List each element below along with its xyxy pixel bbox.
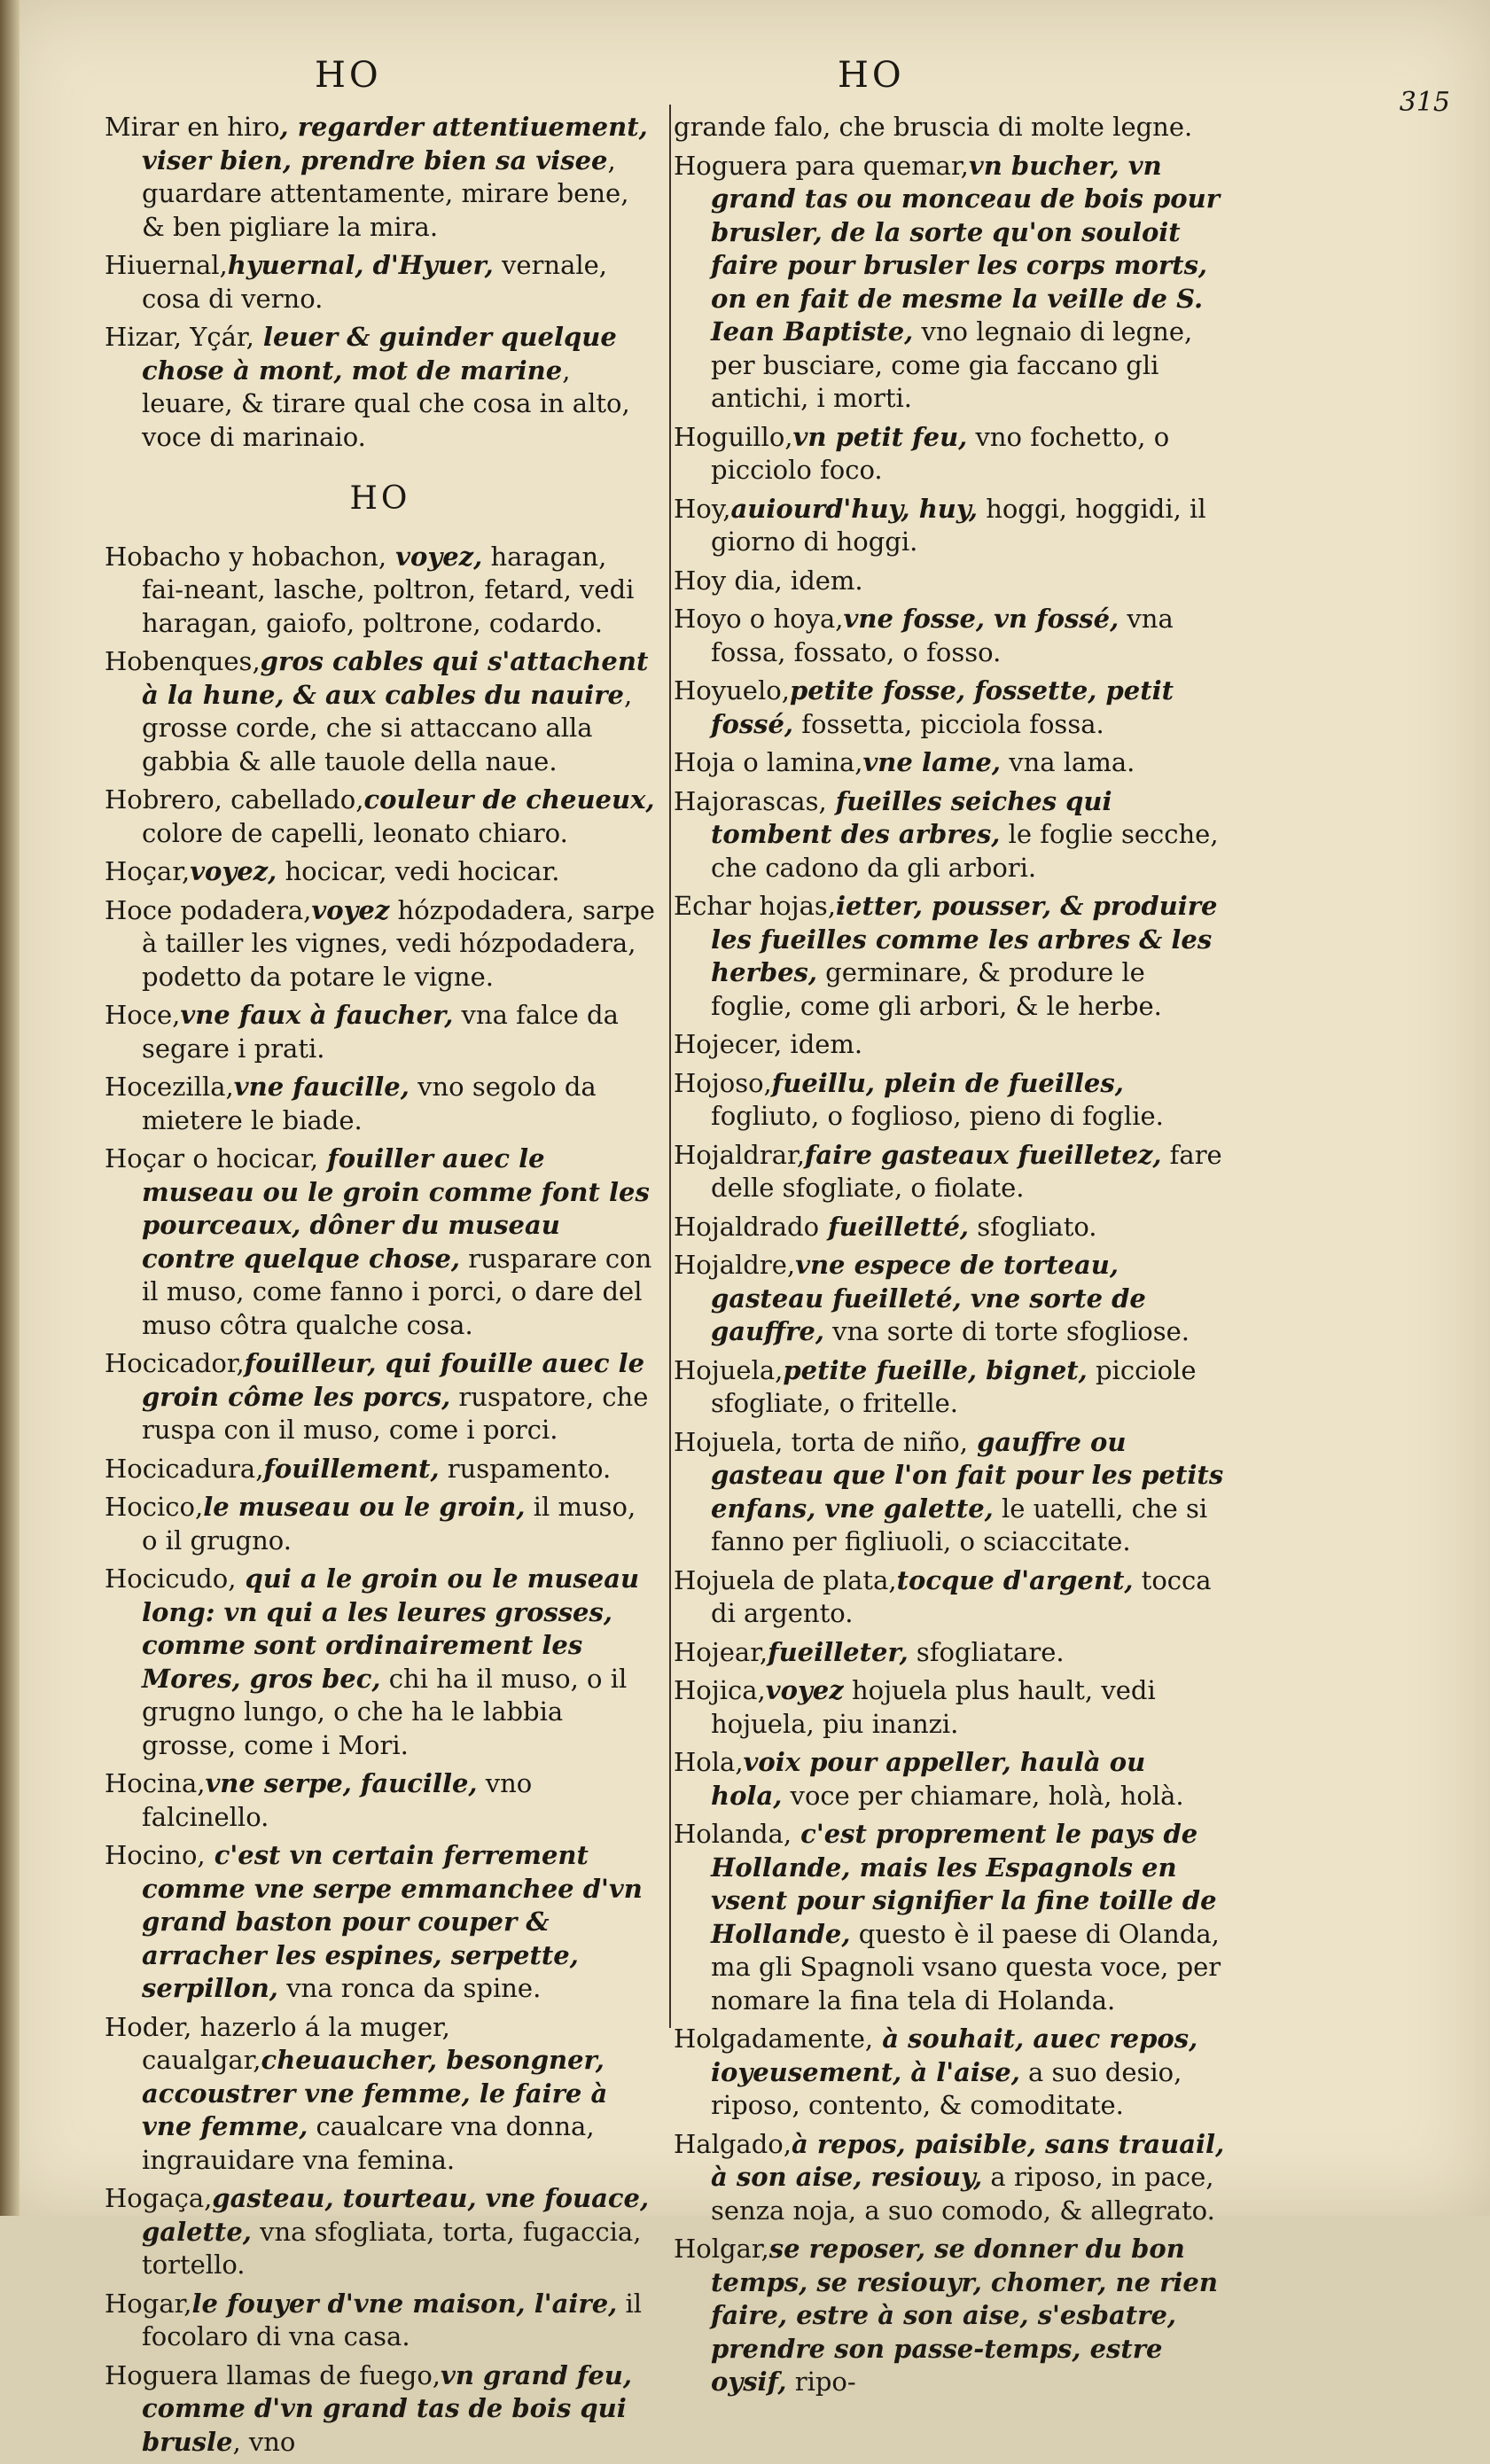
headword: Hojuela, xyxy=(674,1354,784,1385)
dictionary-entry xyxy=(105,784,656,850)
headword: Hobenques, xyxy=(105,646,261,676)
headword: Hoce, xyxy=(105,1000,181,1030)
italian-gloss: tocca di argento. xyxy=(711,1564,1212,1628)
page-gutter xyxy=(0,0,20,2216)
italian-gloss: sfogliatare. xyxy=(908,1636,1065,1667)
french-gloss: hyuernal, d'Hyuer, xyxy=(227,250,494,280)
headword: Holgadamente, xyxy=(674,2023,874,2054)
dictionary-entry xyxy=(105,1839,656,2006)
dictionary-entry xyxy=(674,1636,1225,1670)
french-gloss: vne faux à faucher, xyxy=(180,1000,454,1030)
french-gloss: c'est vn certain ferrement comme vne serpe emmanchee d'vn grand baston pour couper & arracher les espines, serpette, serpillon, xyxy=(142,1840,643,2003)
dictionary-entry xyxy=(105,645,656,778)
dictionary-entry xyxy=(674,785,1225,885)
headword: Mirar en hiro xyxy=(105,112,280,142)
french-gloss: , regarder attentiuement, viser bien, prendre bien sa visee xyxy=(142,112,648,175)
dictionary-entry xyxy=(105,111,656,244)
french-gloss: fueilletté, xyxy=(819,1211,969,1242)
italian-gloss: vernale, cosa di verno. xyxy=(142,250,608,314)
italian-gloss: vna lama. xyxy=(1000,747,1135,777)
italian-gloss: idem. xyxy=(782,565,863,596)
italian-gloss: haragan, fai-neant, lasche, poltron, fetard, vedi haragan, gaiofo, poltrone, codardo. xyxy=(142,541,635,638)
dictionary-entry xyxy=(674,1067,1225,1134)
french-gloss: vn bucher, vn grand tas ou monceau de bois pour brusler, de la sorte qu'on souloit faire pour brusler les corps morts, on en fait de mesme la veille de S. Iean Baptiste, xyxy=(711,150,1220,347)
italian-gloss: vna sorte di torte sfogliose. xyxy=(823,1316,1190,1346)
italian-gloss: hózpodadera, sarpe à tailler les vignes, vedi hózpodadera, podetto da potare le vigne. xyxy=(142,894,655,992)
french-gloss: le museau ou le groin, xyxy=(203,1492,526,1522)
french-gloss: tocque d'argent, xyxy=(896,1564,1134,1595)
headword: Hocicador, xyxy=(105,1348,245,1378)
french-gloss: qui a le groin ou le museau long: vn qui a les leures grosses, comme sont ordinairement les Mores, gros bec, xyxy=(142,1563,640,1694)
dictionary-entry xyxy=(105,999,656,1065)
french-gloss: à souhait, auec repos, ioyeusement, à l'aise, xyxy=(711,2023,1198,2087)
headword: Hojuela de plata, xyxy=(674,1564,897,1595)
dictionary-entry xyxy=(674,493,1225,559)
headword: Halgado, xyxy=(674,2128,792,2159)
french-gloss: vne fosse, vn fossé, xyxy=(843,604,1119,634)
headword: Hojoso, xyxy=(674,1067,772,1098)
french-gloss: gauffre ou gasteau que l'on fait pour les petits enfans, vne galette, xyxy=(711,1426,1224,1524)
headword: Hoder, hazerlo á la muger, caualgar, xyxy=(105,2011,450,2075)
french-gloss: ietter, pousser, & produire les fueilles comme les arbres & les herbes, xyxy=(711,891,1218,987)
dictionary-entry xyxy=(105,1453,656,1486)
dictionary-entry xyxy=(105,1767,656,1834)
headword: Hoçar, xyxy=(105,856,191,886)
italian-gloss: picciole sfogliate, o fritelle. xyxy=(711,1354,1197,1418)
french-gloss: auiourd'huy, huy, xyxy=(730,493,979,524)
dictionary-entry xyxy=(674,603,1225,669)
italian-gloss: le uatelli, che si fanno per figliuoli, o sciaccitate. xyxy=(711,1493,1208,1556)
headword: Hoguera llamas de fuego, xyxy=(105,2359,441,2390)
french-gloss: fouiller auec le museau ou le groin comme font les pourceaux, dôner du museau contre quelque chose, xyxy=(142,1143,650,1274)
french-gloss: vne lame, xyxy=(862,747,1001,777)
italian-gloss: ruspatore, che ruspa con il muso, come i porci. xyxy=(142,1381,649,1445)
italian-gloss: fossetta, picciola fossa. xyxy=(793,708,1104,739)
dictionary-entry xyxy=(105,1491,656,1557)
italian-gloss: , leuare, & tirare qual che cosa in alto, voce di marinaio. xyxy=(142,355,630,452)
dictionary-entry xyxy=(105,2011,656,2178)
dictionary-entry xyxy=(674,150,1225,416)
headword: Hocico, xyxy=(105,1492,204,1522)
headword: Holgar, xyxy=(674,2234,769,2264)
dictionary-entry xyxy=(105,1347,656,1447)
italian-gloss: , grosse corde, che si attaccano alla gabbia & alle tauole della naue. xyxy=(142,679,633,776)
italian-gloss: fare delle sfogliate, o fiolate. xyxy=(711,1139,1222,1203)
dictionary-entry xyxy=(105,2288,656,2354)
dictionary-entry xyxy=(674,565,1225,598)
dictionary-entry xyxy=(674,2128,1225,2228)
headword: Hoyuelo, xyxy=(674,675,790,706)
french-gloss: fueilleter, xyxy=(768,1636,909,1667)
italian-gloss: vno falcinello. xyxy=(142,1768,533,1832)
italian-gloss: , vno xyxy=(232,2426,296,2457)
french-gloss: le fouyer d'vne maison, l'aire, xyxy=(191,2288,618,2319)
italian-gloss: colore de capelli, leonato chiaro. xyxy=(142,817,568,848)
dictionary-entry xyxy=(674,111,1225,144)
headword: Hoguillo, xyxy=(674,421,793,452)
dictionary-entry xyxy=(105,321,656,454)
dictionary-entry xyxy=(105,541,656,641)
left-entries-top xyxy=(105,111,656,454)
italian-gloss: chi ha il muso, o il grugno lungo, o che ha le labbia grosse, come i Mori. xyxy=(142,1663,628,1760)
headword: Hoy dia, xyxy=(674,565,783,596)
headword: Hocina, xyxy=(105,1768,206,1798)
french-gloss: fueilles seiches qui tombent des arbres, xyxy=(711,785,1112,849)
french-gloss: à repos, paisible, sans trauail, à son aise, resiouy, xyxy=(711,2128,1225,2192)
french-gloss: petite fueille, bignet, xyxy=(783,1354,1088,1385)
headword: Hojaldrado xyxy=(674,1211,820,1242)
left-running-head: HO xyxy=(315,55,382,96)
dictionary-entry xyxy=(674,1564,1225,1631)
french-gloss: voyez, xyxy=(190,856,277,886)
italian-gloss: germinare, & produre le foglie, come gli arbori, & le herbe. xyxy=(711,957,1162,1021)
italian-gloss: le foglie secche, che cadono da gli arbori. xyxy=(711,819,1219,883)
right-column xyxy=(674,111,1225,2405)
italian-gloss: idem. xyxy=(782,1029,863,1059)
italian-gloss: vno fochetto, o picciolo foco. xyxy=(711,421,1170,485)
french-gloss: vne faucille, xyxy=(233,1072,410,1102)
dictionary-entry xyxy=(674,1426,1225,1559)
page-number: 315 xyxy=(1399,87,1450,118)
italian-gloss: a suo desio, riposo, contento, & comoditate. xyxy=(711,2056,1182,2120)
dictionary-entry xyxy=(674,1746,1225,1813)
dictionary-entry xyxy=(105,2359,656,2460)
dictionary-entry xyxy=(674,2233,1225,2399)
italian-gloss: hoggi, hoggidi, il giorno di hoggi. xyxy=(711,493,1206,557)
dictionary-entry xyxy=(105,855,656,889)
french-gloss: vn petit feu, xyxy=(792,421,968,452)
french-gloss: gasteau, tourteau, vne fouace, galette, xyxy=(142,2183,650,2247)
headword: Hobacho y hobachon, xyxy=(105,541,387,572)
headword: Hocezilla, xyxy=(105,1072,234,1102)
headword: Hocicadura, xyxy=(105,1453,264,1484)
french-gloss: vne serpe, faucille, xyxy=(205,1768,478,1798)
dictionary-entry xyxy=(105,1071,656,1137)
dictionary-entry xyxy=(674,1139,1225,1205)
headword: Echar hojas, xyxy=(674,891,836,921)
headword: Hojear, xyxy=(674,1636,768,1667)
column-divider xyxy=(669,105,671,2028)
french-gloss: faire gasteaux fueilletez, xyxy=(804,1139,1162,1170)
headword: Holanda, xyxy=(674,1819,792,1849)
italian-gloss: vno legnaio di legne, per busciare, come gia faccano gli antichi, i morti. xyxy=(711,316,1193,413)
dictionary-entry xyxy=(105,2182,656,2282)
dictionary-entry xyxy=(105,1142,656,1342)
dictionary-entry xyxy=(674,1028,1225,1062)
dictionary-entry xyxy=(674,890,1225,1023)
italian-gloss: questo è il paese di Olanda, ma gli Spagnoli vsano questa voce, per nomare la fina tela di Holanda. xyxy=(711,1918,1221,2016)
italian-gloss: voce per chiamare, holà, holà. xyxy=(782,1780,1184,1811)
section-head: HO xyxy=(349,480,411,517)
french-gloss: leuer & guinder quelque chose à mont, mot de marine xyxy=(142,322,617,386)
french-gloss: gros cables qui s'attachent à la hune, & aux cables du nauire xyxy=(142,646,649,710)
headword: Hoguera para quemar, xyxy=(674,150,969,181)
french-gloss: fueillu, plein de fueilles, xyxy=(771,1067,1124,1098)
italian-gloss: il focolaro di vna casa. xyxy=(142,2288,643,2351)
italian-gloss: vno segolo da mietere le biade. xyxy=(142,1072,597,1135)
headword: Hizar, Yçár, xyxy=(105,322,254,352)
headword: Hojaldrar, xyxy=(674,1139,805,1170)
headword: Hola, xyxy=(674,1747,744,1777)
italian-gloss: vna sfogliata, torta, fugaccia, tortello. xyxy=(142,2216,642,2280)
dictionary-entry xyxy=(674,2023,1225,2123)
french-gloss: petite fosse, fossette, petit fossé, xyxy=(711,675,1174,739)
headword: Hoyo o hoya, xyxy=(674,604,844,634)
headword: Hogar, xyxy=(105,2288,192,2319)
french-gloss: vn grand feu, comme d'vn grand tas de bois qui brusle xyxy=(142,2359,632,2457)
french-gloss: couleur de cheueux, xyxy=(363,784,655,815)
french-gloss: fouillement, xyxy=(263,1453,440,1484)
italian-gloss: a riposo, in pace, senza noja, a suo comodo, & allegrato. xyxy=(711,2162,1215,2226)
italian-gloss: ripo- xyxy=(786,2367,856,2397)
dictionary-entry xyxy=(105,894,656,994)
headword: Hoçar o hocicar, xyxy=(105,1143,319,1174)
italian-gloss: rusparare con il muso, come fanno i porci, o dare del muso côtra qualche cosa. xyxy=(142,1243,652,1340)
headword: Hoce podadera, xyxy=(105,894,312,925)
french-gloss: cheuaucher, besongner, accoustrer vne femme, le faire à vne femme, xyxy=(142,2045,608,2141)
headword: Hojaldre, xyxy=(674,1250,796,1280)
dictionary-entry xyxy=(674,1818,1225,2017)
italian-gloss: il muso, o il grugno. xyxy=(142,1492,636,1556)
headword: Hocino, xyxy=(105,1840,206,1870)
italian-gloss: grande falo, che bruscia di molte legne. xyxy=(674,112,1193,142)
italian-gloss: vna fossa, fossato, o fosso. xyxy=(711,604,1174,667)
dictionary-entry xyxy=(105,249,656,316)
italian-gloss: , guardare attentamente, mirare bene, & ben pigliare la mira. xyxy=(142,144,629,242)
italian-gloss: hojuela plus hault, vedi hojuela, piu inanzi. xyxy=(711,1675,1156,1739)
french-gloss: vne espece de torteau, gasteau fueilleté, vne sorte de gauffre, xyxy=(711,1250,1146,1346)
italian-gloss: caualcare vna donna, ingrauidare vna femina. xyxy=(142,2111,595,2175)
italian-gloss: vna ronca da spine. xyxy=(277,1973,542,2003)
right-running-head: HO xyxy=(838,55,905,96)
headword: Hobrero, cabellado, xyxy=(105,784,364,815)
headword: Hoy, xyxy=(674,493,731,524)
right-entries xyxy=(674,111,1225,2399)
headword: Hojica, xyxy=(674,1675,766,1705)
dictionary-entry xyxy=(674,1354,1225,1421)
dictionary-entry xyxy=(105,1563,656,1762)
headword: Hojecer, xyxy=(674,1029,783,1059)
french-gloss: fouilleur, qui fouille auec le groin côme les porcs, xyxy=(142,1348,645,1412)
italian-gloss: fogliuto, o fogliosо, pieno di foglie. xyxy=(711,1101,1164,1131)
headword: Hoja o lamina, xyxy=(674,747,863,777)
dictionary-entry xyxy=(674,1674,1225,1741)
french-gloss: voix pour appeller, haulà ou hola, xyxy=(711,1747,1146,1811)
french-gloss: voyez xyxy=(765,1675,844,1705)
french-gloss: voyez, xyxy=(386,541,483,572)
french-gloss: c'est proprement le pays de Hollande, mais les Espagnols en vsent pour signifier la fine toille de Hollande, xyxy=(711,1819,1217,1949)
headword: Hiuernal, xyxy=(105,250,228,280)
french-gloss: se reposer, se donner du bon temps, se resiouyr, chomer, ne rien faire, estre à son aise, s'esbatre, prendre son passe-temps, estre oysif, xyxy=(711,2234,1218,2397)
headword: Hogaça, xyxy=(105,2183,213,2213)
dictionary-entry xyxy=(674,1211,1225,1244)
headword: Hocicudo, xyxy=(105,1563,237,1594)
french-gloss: voyez xyxy=(311,894,390,925)
italian-gloss: sfogliato. xyxy=(969,1211,1097,1242)
dictionary-entry xyxy=(674,674,1225,741)
headword: Hojuela, torta de niño, xyxy=(674,1426,968,1457)
italian-gloss: vna falce da segare i prati. xyxy=(142,1000,619,1064)
dictionary-entry xyxy=(674,421,1225,487)
italian-gloss: ruspamento. xyxy=(439,1453,612,1484)
dictionary-entry xyxy=(674,746,1225,780)
headword: Hajorascas, xyxy=(674,785,827,816)
dictionary-entry xyxy=(674,1249,1225,1349)
left-entries xyxy=(105,541,656,2460)
left-column xyxy=(105,111,656,2464)
italian-gloss: hocicar, vedi hocicar. xyxy=(277,856,560,886)
